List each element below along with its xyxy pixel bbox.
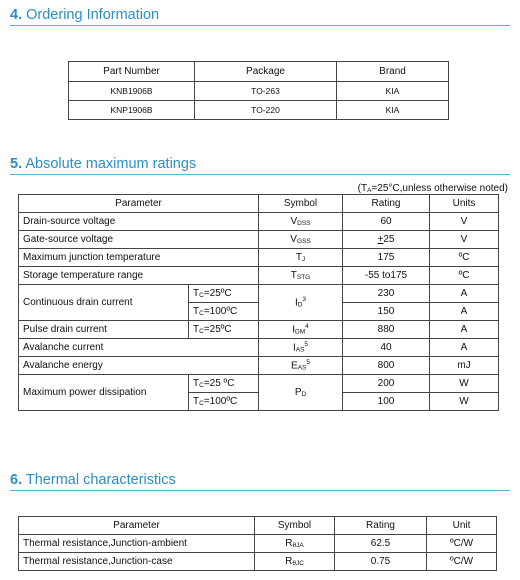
rating-cell: 200 [343,375,430,393]
header-cell: Brand [337,62,449,82]
unit-cell: W [430,393,499,411]
absolute-ratings-table [18,194,499,411]
section-number: 4. [10,7,23,23]
unit-cell: mJ [430,357,499,375]
table-row [19,231,499,249]
unit-cell: V [430,213,499,231]
param-cell: Maximum junction temperature [19,249,259,267]
unit-cell: V [430,231,499,249]
header-cell: Rating [335,517,427,535]
rating-cell: +25 [343,231,430,249]
table-row [19,285,499,303]
rating-cell: 230 [343,285,430,303]
symbol-cell: $I_{DM}^4$ [259,321,343,339]
header-cell: Parameter [19,195,259,213]
table-row [19,321,499,339]
param-cell: Thermal resistance,Junction-ambient [19,535,255,553]
condition-cell: $T_C=25ºC$ [189,321,259,339]
table-row [19,213,499,231]
rating-cell: 150 [343,303,430,321]
param-cell: Drain-source voltage [19,213,259,231]
unit-cell: A [430,321,499,339]
unit-cell: A [430,303,499,321]
section-title-text: Thermal characteristics [25,472,176,488]
symbol-cell: $T_J$ [259,249,343,267]
header-cell: Units [430,195,499,213]
section-number: 5. [10,156,23,172]
table-row [19,553,497,571]
rating-cell: -55 to175 [343,267,430,285]
conditions-note: ($T_A=25^\circ C,unless$ otherwise noted) [357,183,508,194]
section-number: 6. [10,472,23,488]
table-row [69,82,449,101]
condition-cell: $T_C=25$ ºC [189,375,259,393]
ordering-section-title [10,6,510,26]
symbol-cell: $I_D^3$ [259,285,343,321]
symbol-cell: $V_{GSS}$ [259,231,343,249]
table-row [19,535,497,553]
param-cell: Continuous drain current [19,285,189,321]
absolute-section-title [10,155,510,175]
rating-cell: 880 [343,321,430,339]
symbol-cell: $R_{\theta JC}$ [255,553,335,571]
symbol-cell: $E_{AS}^5$ [259,357,343,375]
rating-cell: 100 [343,393,430,411]
header-cell: Rating [343,195,430,213]
rating-cell: 60 [343,213,430,231]
table-row [19,375,499,393]
cell: KIA [337,82,449,101]
rating-cell: 800 [343,357,430,375]
condition-cell: $T_C=100ºC$ [189,393,259,411]
param-cell: Avalanche current [19,339,259,357]
thermal-section-title [10,471,510,491]
param-cell: Pulse drain current [19,321,189,339]
table-header-row [19,195,499,213]
header-cell: Unit [427,517,497,535]
unit-cell: W [430,375,499,393]
rating-cell: 62.5 [335,535,427,553]
header-cell: Part Number [69,62,195,82]
cell: KIA [337,101,449,120]
cell: KNB1906B [69,82,195,101]
param-cell: Storage temperature range [19,267,259,285]
section-title-text: Ordering Information [26,7,160,23]
condition-cell: $T_C=100ºC$ [189,303,259,321]
header-cell: Parameter [19,517,255,535]
unit-cell: A [430,285,499,303]
symbol-cell: $T_{STG}$ [259,267,343,285]
ordering-table [68,61,449,120]
condition-cell: $T_C=25ºC$ [189,285,259,303]
table-row [19,267,499,285]
cell: TO-263 [195,82,337,101]
symbol-cell: $R_{\theta JA}$ [255,535,335,553]
symbol-cell: $I_{AS}^5$ [259,339,343,357]
unit-cell: A [430,339,499,357]
unit-cell: ºC/W [427,535,497,553]
table-row [19,357,499,375]
rating-cell: 40 [343,339,430,357]
param-cell: Avalanche energy [19,357,259,375]
rating-cell: 0.75 [335,553,427,571]
symbol-cell: $P_D$ [259,375,343,411]
header-cell: Symbol [259,195,343,213]
cell: KNP1906B [69,101,195,120]
unit-cell: ºC/W [427,553,497,571]
table-row [69,101,449,120]
param-cell: Gate-source voltage [19,231,259,249]
thermal-table [18,516,497,571]
param-cell: Maximum power dissipation [19,375,189,411]
symbol-cell: $V_{DSS}$ [259,213,343,231]
cell: TO-220 [195,101,337,120]
header-cell: Package [195,62,337,82]
table-row [19,339,499,357]
section-title-text: Absolute maximum ratings [25,156,197,172]
unit-cell: ºC [430,249,499,267]
rating-cell: 175 [343,249,430,267]
header-cell: Symbol [255,517,335,535]
unit-cell: ºC [430,267,499,285]
param-cell: Thermal resistance,Junction-case [19,553,255,571]
table-row [19,249,499,267]
table-header-row [69,62,449,82]
table-header-row [19,517,497,535]
